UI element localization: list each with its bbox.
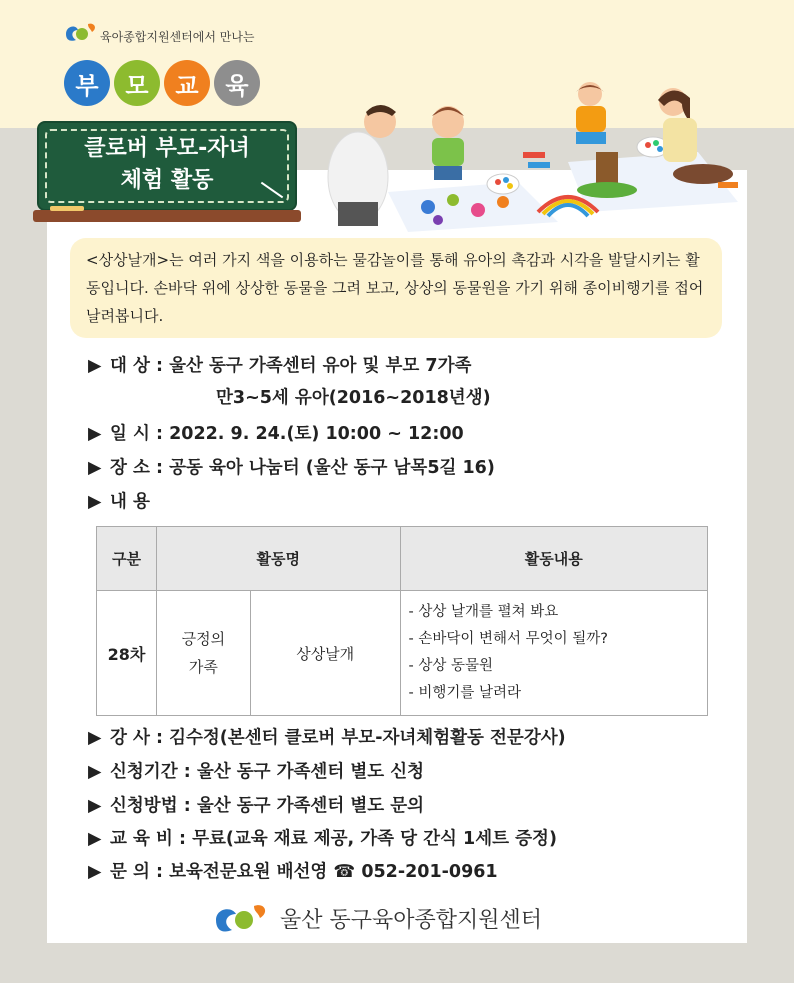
- circle-gyo: 교: [164, 60, 210, 106]
- info-target: [88, 352, 471, 377]
- center-logo-icon: [210, 898, 274, 938]
- detail-label: 교 육 비 :: [110, 829, 193, 849]
- session-cell: 28차: [97, 591, 157, 716]
- chalkboard: [37, 121, 297, 211]
- info-instructor: [88, 724, 566, 749]
- program-description: <상상날개>는 여러 가지 색을 이용하는 물감놀이를 통해 유아의 촉감과 시각을 발달시키는 활동입니다. 손바닥 위에 상상한 동물을 그려 보고, 상상의 동물원을 가기 위해 종이비행기를 접어 날려봅니다.: [70, 238, 722, 338]
- target-label: 대 상 :: [110, 356, 170, 376]
- bullet-triangle-icon: ▶: [88, 762, 102, 782]
- date-label: 일 시 :: [110, 424, 170, 444]
- footer-org: [210, 898, 542, 938]
- circle-yuk: 육: [214, 60, 260, 106]
- detail-value: 울산 동구 가족센터 별도 신청: [196, 762, 425, 782]
- bullet-triangle-icon: ▶: [88, 829, 102, 849]
- header-session: 구분: [97, 527, 157, 591]
- detail-label: 신청방법 :: [110, 796, 197, 816]
- circle-mo: 모: [114, 60, 160, 106]
- info-content: [88, 488, 150, 513]
- detail-value: 보육전문요원 배선영 ☎ 052-201-0961: [169, 862, 498, 882]
- org-tagline: 육아종합지원센터에서 만나는: [100, 29, 255, 44]
- bullet-triangle-icon: ▶: [88, 728, 102, 748]
- date-value: 2022. 9. 24.(토) 10:00 ~ 12:00: [169, 424, 464, 444]
- info-date: [88, 420, 464, 445]
- info-apply-period: [88, 758, 424, 783]
- center-logo-icon: [62, 18, 98, 48]
- chalkboard-ledge: [33, 210, 301, 222]
- bullet-triangle-icon: ▶: [88, 862, 102, 882]
- circle-bu: 부: [64, 60, 110, 106]
- detail-value: 울산 동구 가족센터 별도 문의: [196, 796, 425, 816]
- org-logo-row: [62, 18, 255, 48]
- place-label: 장 소 :: [110, 458, 170, 478]
- bullet-triangle-icon: ▶: [88, 492, 102, 512]
- theme-cell: 긍정의 가족: [156, 591, 250, 716]
- detail-label: 강 사 :: [110, 728, 170, 748]
- detail-label: 문 의 :: [110, 862, 170, 882]
- header-activity-content: 활동내용: [400, 527, 707, 591]
- activity-item: - 상상 날개를 펼쳐 봐요: [408, 604, 559, 620]
- detail-label: 신청기간 :: [110, 762, 197, 782]
- footer-org-name: 울산 동구육아종합지원센터: [280, 907, 543, 933]
- activity-item: - 손바닥이 변해서 무엇이 될까?: [408, 631, 608, 647]
- program-title: 클로버 부모-자녀 체험 활동: [84, 136, 250, 193]
- info-fee: [88, 825, 557, 850]
- activity-table: [96, 526, 708, 716]
- info-place: [88, 454, 495, 479]
- bullet-triangle-icon: ▶: [88, 458, 102, 478]
- target-line1: 울산 동구 가족센터 유아 및 부모 7가족: [169, 356, 472, 376]
- bullet-triangle-icon: ▶: [88, 796, 102, 816]
- header-activity-name: 활동명: [156, 527, 400, 591]
- family-painting-illustration: [318, 82, 748, 232]
- detail-value: 김수정(본센터 클로버 부모-자녀체험활동 전문강사): [169, 728, 566, 748]
- content-label: 내 용: [110, 492, 150, 512]
- detail-value: 무료(교육 재료 제공, 가족 당 간식 1세트 증정): [192, 829, 557, 849]
- title-circles: [64, 60, 260, 106]
- activity-item: - 상상 동물원: [408, 658, 494, 674]
- info-target-line2: 만3~5세 유아(2016~2018년생): [216, 388, 491, 408]
- activity-cell: 상상날개: [250, 591, 400, 716]
- bullet-triangle-icon: ▶: [88, 356, 102, 376]
- info-contact: [88, 858, 498, 883]
- info-apply-method: [88, 792, 424, 817]
- place-value: 공동 육아 나눔터 (울산 동구 남목5길 16): [169, 458, 495, 478]
- bullet-triangle-icon: ▶: [88, 424, 102, 444]
- activity-item: - 비행기를 날려라: [408, 685, 522, 701]
- table-header-row: [97, 527, 708, 591]
- chalk-piece: [50, 206, 84, 211]
- activity-items-cell: [400, 591, 707, 716]
- table-row: [97, 591, 708, 716]
